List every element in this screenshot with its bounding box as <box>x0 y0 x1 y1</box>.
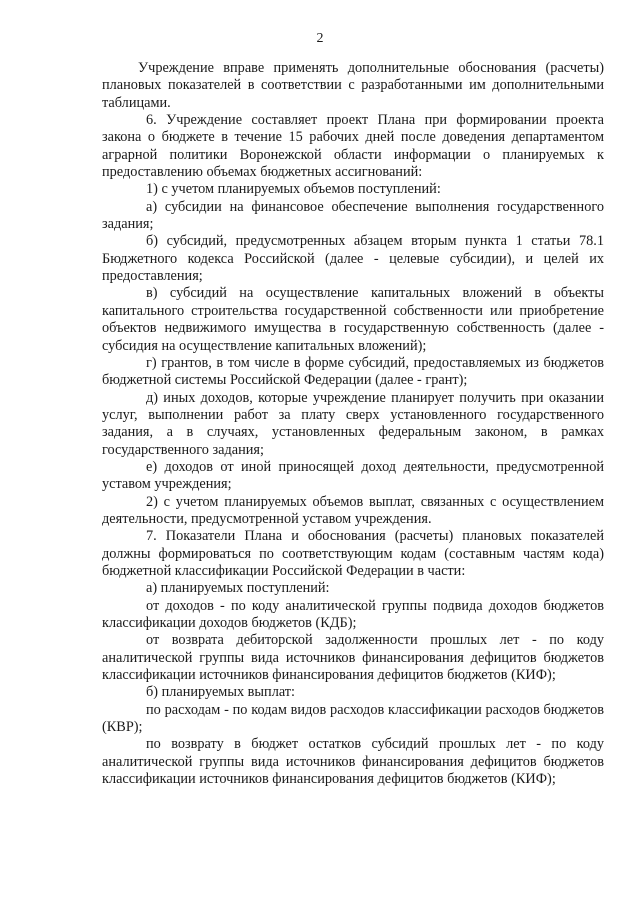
paragraph: в) субсидий на осуществление капитальных вложений в объекты капитального строительства государственной собственности или приобретение объектов недвижимого имущества в государственную собственность (далее - субсидия на осуществление капитальных вложений); <box>102 285 604 354</box>
paragraph: по расходам - по кодам видов расходов классификации расходов бюджетов (КВР); <box>102 701 604 736</box>
paragraph: 6. Учреждение составляет проект Плана при формировании проекта закона о бюджете в течение 15 рабочих дней после доведения департаментом аграрной политики Воронежской области информации о планируемых к предоставлению объемах бюджетных ассигнований: <box>102 112 604 181</box>
paragraph: б) планируемых выплат: <box>146 684 296 701</box>
paragraph: е) доходов от иной приносящей доход деятельности, предусмотренной уставом учреждения; <box>102 458 604 493</box>
paragraph: от возврата дебиторской задолженности прошлых лет - по коду аналитической группы вида источников финансирования дефицитов бюджетов классификации источников финансирования дефицитов бюджетов (КИФ); <box>102 632 604 684</box>
paragraph: а) планируемых поступлений: <box>146 580 330 597</box>
paragraph: а) субсидии на финансовое обеспечение выполнения государственного задания; <box>102 198 604 233</box>
paragraph: 2) с учетом планируемых объемов выплат, связанных с осуществлением деятельности, предусмотренной уставом учреждения. <box>102 493 604 527</box>
paragraph: г) грантов, в том числе в форме субсидий, предоставляемых из бюджетов бюджетной системы Российской Федерации (далее - грант); <box>102 354 604 389</box>
paragraph: д) иных доходов, которые учреждение планирует получить при оказании услуг, выполнении работ за плату сверх установленного государственного задания, а в случаях, установленных федеральным законом, в рамках государственного задания; <box>102 389 604 458</box>
paragraph: 1) с учетом планируемых объемов поступлений: <box>146 181 441 198</box>
paragraph: от доходов - по коду аналитической группы подвида доходов бюджетов классификации доходов бюджетов (КДБ); <box>102 597 604 631</box>
paragraph: б) субсидий, предусмотренных абзацем вторым пункта 1 статьи 78.1 Бюджетного кодекса Российской (далее - целевые субсидии), и целей их предоставления; <box>102 233 604 285</box>
paragraph: 7. Показатели Плана и обоснования (расчеты) плановых показателей должны формироваться по соответствующим кодам (составным частям кода) бюджетной классификации Российской Федерации в части: <box>102 528 604 579</box>
document-body <box>102 60 604 788</box>
paragraph: по возврату в бюджет остатков субсидий прошлых лет - по коду аналитической группы вида источников финансирования дефицитов бюджетов классификации источников финансирования дефицитов бюджетов (КИФ); <box>102 736 604 788</box>
page-number: 2 <box>316 31 324 46</box>
paragraph: Учреждение вправе применять дополнительные обоснования (расчеты) плановых показателей в соответствии с разработанными им дополнительными таблицами. <box>102 60 604 111</box>
